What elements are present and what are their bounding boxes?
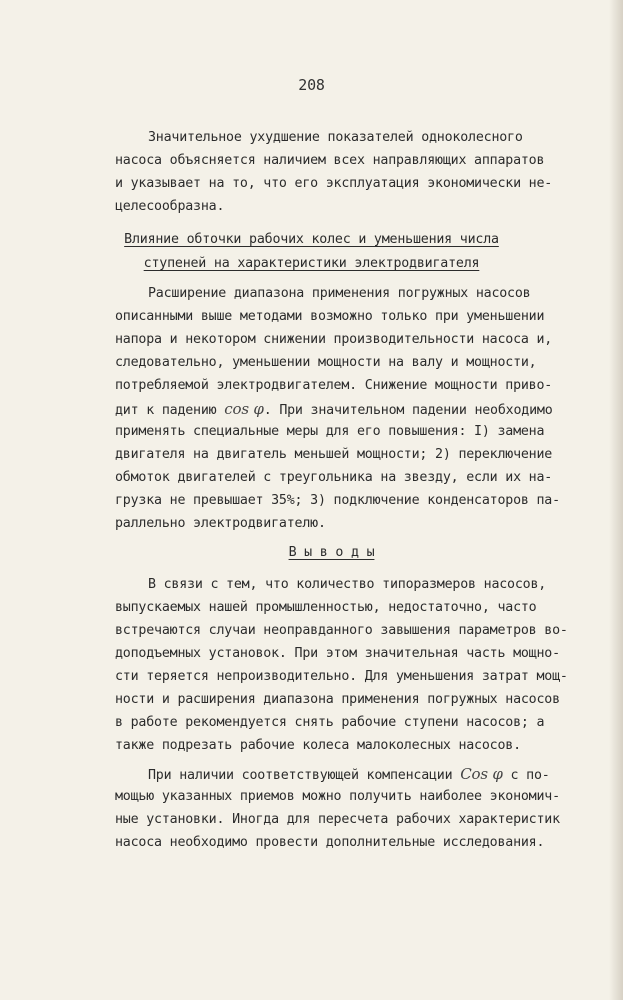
conclusions-p1-line-4: доподъемных установок. При этом значительная часть мощно- (115, 646, 560, 661)
page-number: 208 (298, 76, 325, 94)
section1-line-6 (115, 398, 553, 422)
section1-heading-line-2: ступеней на характеристики электродвигателя (143, 256, 480, 271)
section1-line-5: потребляемой электродвигателем. Снижение мощности приво- (115, 378, 553, 393)
section1-line-8: двигателя на двигатель меньшей мощности; 2) переключение (115, 447, 553, 462)
conclusions-p1-line-6: ности и расширения диапазона применения погружных насосов (115, 692, 560, 707)
section1-line-9: обмоток двигателей с треугольника на звезду, если их на- (115, 470, 553, 485)
intro-line-1: Значительное ухудшение показателей одноколесного (148, 130, 523, 145)
page-edge-shadow (609, 0, 623, 1000)
conclusions-p1-line-2: выпускаемых нашей промышленностью, недостаточно, часто (115, 600, 537, 615)
conclusions-p2-line-1 (148, 763, 550, 787)
section1-heading-line-1: Влияние обточки рабочих колес и уменьшения числа (124, 232, 499, 247)
conclusions-p2-line-4: насоса необходимо провести дополнительные исследования. (115, 835, 545, 850)
section1-line-4: следовательно, уменьшении мощности на валу и мощности, (115, 355, 537, 370)
section1-line-10: грузка не превышает 35%; 3) подключение конденсаторов па- (115, 493, 560, 508)
conclusions-p1-line-8: также подрезать рабочие колеса малоколесных насосов. (115, 738, 521, 753)
conclusions-p2-line-3: ные установки. Иногда для пересчета рабочих характеристик (115, 812, 560, 827)
section1-line-2: описанными выше методами возможно только при уменьшении (115, 309, 545, 324)
section1-line-6-end: . При значительном падении необходимо (263, 403, 553, 418)
intro-line-4: целесообразна. (115, 199, 225, 214)
section1-line-6-start: дит к падению (115, 403, 217, 418)
cos-phi-symbol-2: Cos φ (460, 765, 503, 783)
section1-line-11: раллельно электродвигателю. (115, 516, 326, 531)
conclusions-p2-line-1-end: с по- (510, 768, 550, 783)
intro-line-3: и указывает на то, что его эксплуатация экономически не- (115, 176, 553, 191)
conclusions-p1-line-1: В связи с тем, что количество типоразмеров насосов, (148, 577, 547, 592)
conclusions-p2-line-2: мощью указанных приемов можно получить наиболее экономич- (115, 789, 560, 804)
cos-phi-symbol: cos φ (224, 400, 264, 418)
conclusions-p1-line-5: сти теряется непроизводительно. Для уменьшения затрат мощ- (115, 669, 568, 684)
section1-line-7: применять специальные меры для его повышения: I) замена (115, 424, 545, 439)
intro-line-2: насоса объясняется наличием всех направляющих аппаратов (115, 153, 545, 168)
section1-line-3: напора и некотором снижении производительности насоса и, (115, 332, 553, 347)
conclusions-p1-line-3: встречаются случаи неоправданного завышения параметров во- (115, 623, 568, 638)
section1-line-1: Расширение диапазона применения погружных насосов (148, 286, 531, 301)
conclusions-p2-line-1-start: При наличии соответствующей компенсации (148, 768, 453, 783)
conclusions-p1-line-7: в работе рекомендуется снять рабочие ступени насосов; а (115, 715, 545, 730)
conclusions-heading: В ы в о д ы (288, 545, 375, 560)
